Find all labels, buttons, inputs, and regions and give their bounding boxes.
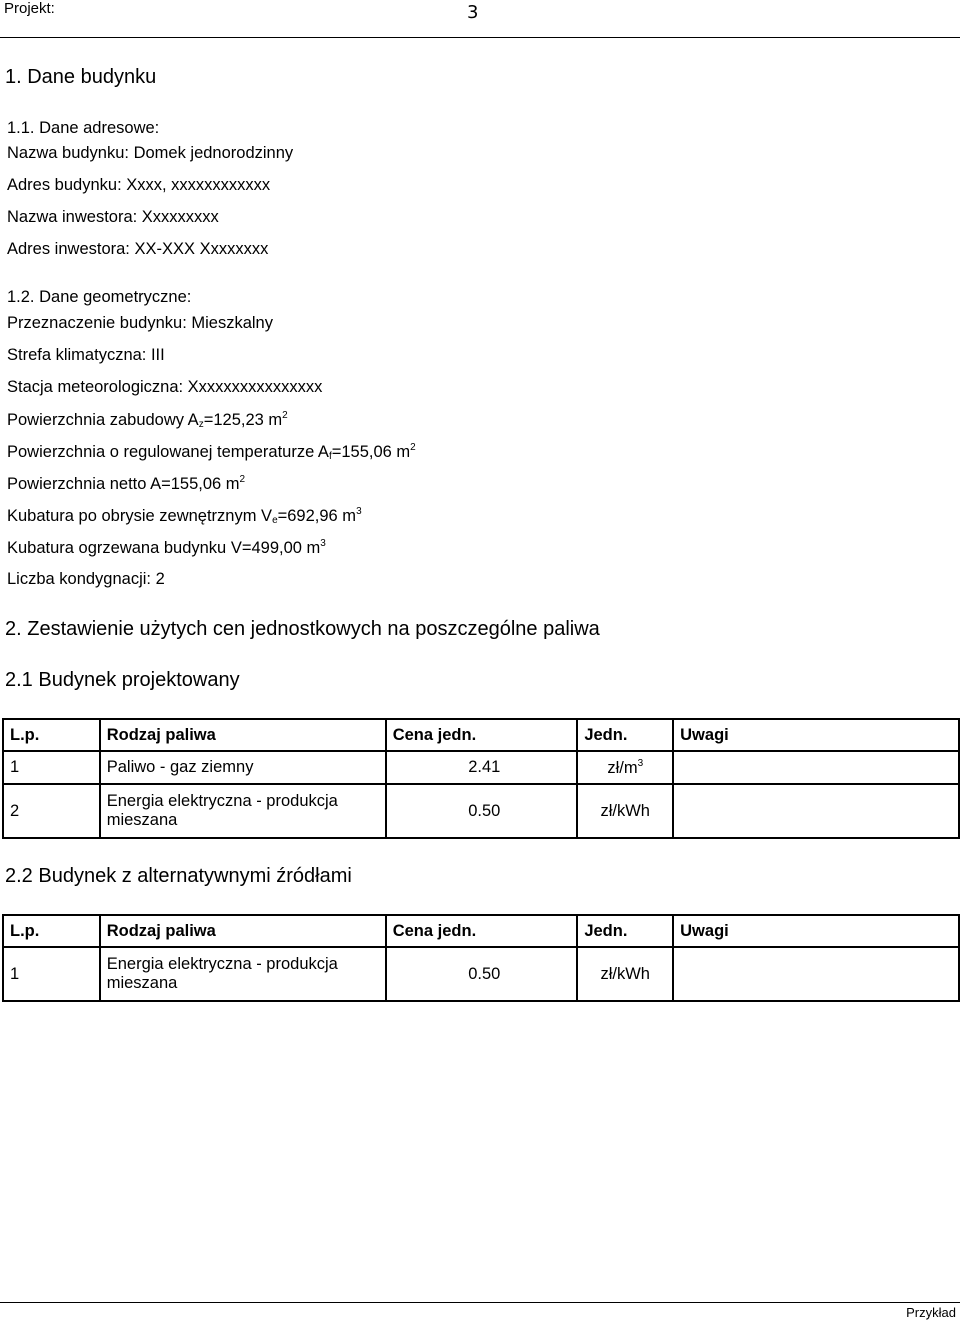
- section-2-title: 2. Zestawienie użytych cen jednostkowych na poszczególne paliwa: [5, 618, 600, 640]
- section-1-title: 1. Dane budynku: [5, 66, 157, 88]
- column-header: Uwagi: [673, 719, 959, 751]
- header-divider: [0, 37, 960, 38]
- unit-price: 2.41: [386, 751, 578, 784]
- table-row: [3, 784, 959, 838]
- alternative-fuel-price-table: [2, 914, 960, 1002]
- net-area: Powierzchnia netto A=155,06 $m^2$: [7, 474, 246, 493]
- column-header: Cena jedn.: [386, 915, 578, 947]
- row-number: 1: [3, 751, 100, 784]
- notes: [673, 947, 959, 1001]
- notes: [673, 751, 959, 784]
- weather-station: Stacja meteorologiczna: Xxxxxxxxxxxxxxxx: [7, 378, 323, 396]
- built-area: Powierzchnia zabudowy $A_z=125,23$ $m^2$: [7, 410, 288, 430]
- page-number: 3: [467, 2, 479, 23]
- climate-zone: Strefa klimatyczna: III: [7, 346, 165, 364]
- building-purpose: Przeznaczenie budynku: Mieszkalny: [7, 314, 273, 332]
- fuel-type: Energia elektryczna - produkcja mieszana: [100, 784, 386, 838]
- price-unit: zł/kWh: [577, 784, 673, 838]
- row-number: 2: [3, 784, 100, 838]
- column-header: Rodzaj paliwa: [100, 719, 386, 751]
- table-header-row: [3, 915, 959, 947]
- unit-price: 0.50: [386, 947, 578, 1001]
- fuel-type: Paliwo - gaz ziemny: [100, 751, 386, 784]
- unit-price: 0.50: [386, 784, 578, 838]
- price-unit: zł/kWh: [577, 947, 673, 1001]
- row-number: 1: [3, 947, 100, 1001]
- column-header: Rodzaj paliwa: [100, 915, 386, 947]
- column-header: Uwagi: [673, 915, 959, 947]
- floor-count: Liczba kondygnacji: 2: [7, 570, 165, 588]
- table-row: [3, 751, 959, 784]
- footer-label: Przykład: [906, 1305, 956, 1320]
- table-row: [3, 947, 959, 1001]
- column-header: Cena jedn.: [386, 719, 578, 751]
- investor-address: Adres inwestora: XX-XXX Xxxxxxxx: [7, 240, 269, 258]
- column-header: L.p.: [3, 719, 100, 751]
- investor-name: Nazwa inwestora: Xxxxxxxxx: [7, 208, 219, 226]
- project-label: Projekt:: [4, 0, 55, 17]
- notes: [673, 784, 959, 838]
- price-unit: $zł/m^3$: [577, 751, 673, 784]
- address-title: 1.1. Dane adresowe:: [7, 119, 160, 137]
- building-address: Adres budynku: Xxxx, xxxxxxxxxxxx: [7, 176, 271, 194]
- geometry-title: 1.2. Dane geometryczne:: [7, 288, 192, 306]
- column-header: Jedn.: [577, 915, 673, 947]
- building-name: Nazwa budynku: Domek jednorodzinny: [7, 144, 294, 162]
- external-volume: Kubatura po obrysie zewnętrznym $V_e=692,96$ $m^3$: [7, 506, 362, 526]
- table-header-row: [3, 719, 959, 751]
- column-header: Jedn.: [577, 719, 673, 751]
- projected-building-title: 2.1 Budynek projektowany: [5, 669, 240, 691]
- alternative-building-title: 2.2 Budynek z alternatywnymi źródłami: [5, 865, 352, 887]
- column-header: L.p.: [3, 915, 100, 947]
- footer-divider: [0, 1302, 960, 1303]
- projected-fuel-price-table: [2, 718, 960, 839]
- regulated-temperature-area: Powierzchnia o regulowanej temperaturze $A_f=155,06$ $m^2$: [7, 442, 416, 462]
- heated-volume: Kubatura ogrzewana budynku V=499,00 $m^3$: [7, 538, 326, 557]
- fuel-type: Energia elektryczna - produkcja mieszana: [100, 947, 386, 1001]
